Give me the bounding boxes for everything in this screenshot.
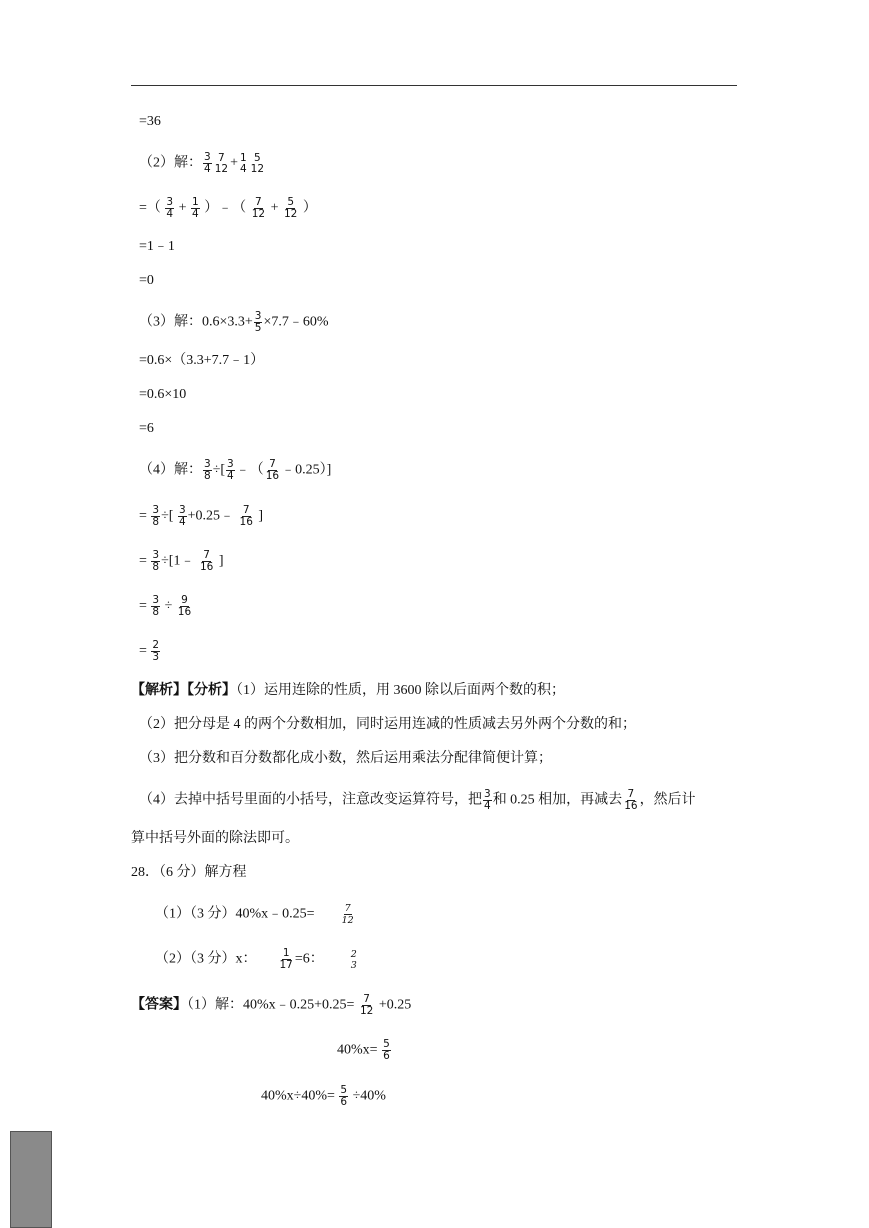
fraction-3-5: $\frac{3}{5}$ — [254, 310, 262, 334]
analysis-text: （3）把分数和百分数都化成小数，然后运用乘法分配律简便计算； — [139, 751, 552, 766]
fraction-3-4: $\frac{3}{4}$ — [166, 196, 174, 220]
problem-label: （4）解： — [139, 462, 202, 478]
answer-text: 40%x÷40%= — [261, 1088, 335, 1104]
step-text: ﹣（ — [235, 462, 264, 478]
step-text: ）﹣（ — [204, 200, 247, 216]
question-28-part-1 — [155, 903, 356, 926]
fraction-3-4: $\frac{3}{4}$ — [484, 788, 491, 812]
problem-2-line — [139, 152, 266, 175]
step-line — [139, 550, 224, 573]
analysis-heading: 【解析】【分析】 — [131, 683, 236, 698]
fraction-7-16: $\frac{7}{16}$ — [239, 504, 253, 528]
question-text: =6： — [294, 951, 324, 967]
step-text: = — [139, 598, 147, 614]
analysis-text: 和 0.25 相加，再减去 — [492, 792, 623, 808]
step-line — [139, 197, 317, 220]
question-28-part-2 — [155, 948, 359, 971]
step-text: = — [139, 553, 147, 569]
answer-line-3 — [261, 1085, 386, 1108]
plus-sign: + — [270, 200, 279, 216]
plus-sign: + — [178, 200, 187, 216]
analysis-line-1 — [131, 681, 565, 701]
step-text: = — [139, 643, 147, 659]
step-text: =36 — [139, 114, 161, 129]
fraction-2-3: $\frac{2}{3}$ — [152, 639, 160, 663]
step-text: =0.6×10 — [139, 387, 187, 402]
step-line — [139, 505, 263, 528]
fraction-7-16: $\frac{7}{16}$ — [265, 458, 280, 482]
plus-sign: + — [230, 155, 238, 171]
step-line — [139, 385, 186, 405]
fraction-5-6: $\frac{5}{6}$ — [340, 1084, 348, 1108]
fraction-1-4: 1 4 — [239, 151, 247, 175]
step-text: ÷[ — [212, 462, 226, 478]
step-text: =1﹣1 — [139, 239, 175, 254]
analysis-text: ，然后计 — [639, 792, 696, 808]
answer-text: （1）解：40%x﹣0.25+0.25= — [187, 997, 355, 1013]
page-side-tab — [10, 1131, 52, 1228]
step-text: ×7.7﹣60% — [263, 314, 329, 330]
analysis-text: （2）把分母是 4 的两个分数相加，同时运用连减的性质减去另外两个分数的和； — [139, 717, 636, 732]
step-text: = — [139, 508, 147, 524]
step-text: ÷[ — [161, 508, 174, 524]
fraction-5-6: $\frac{5}{6}$ — [383, 1038, 390, 1062]
fraction-3-4: $\frac{3}{4}$ — [227, 458, 234, 482]
answer-text: ÷40% — [352, 1088, 386, 1104]
fraction-1-17: $\frac{1}{17}$ — [279, 947, 293, 971]
step-line — [139, 419, 154, 439]
step-text: =6 — [139, 421, 154, 436]
answer-text: 40%x= — [337, 1042, 378, 1058]
fraction-3-8: $\frac{3}{8}$ — [152, 594, 160, 618]
step-text: +0.25﹣ — [187, 508, 235, 524]
fraction-3-8: $\frac{3}{8}$ — [152, 504, 160, 528]
step-text: ] — [218, 553, 224, 569]
analysis-text: （4）去掉中括号里面的小括号，注意改变运算符号，把 — [139, 792, 482, 808]
answer-heading: 【答案】 — [131, 997, 187, 1013]
step-text: ÷ — [164, 598, 173, 614]
step-text: ） — [302, 200, 317, 216]
problem-label: （2）解： — [139, 155, 202, 171]
question-text: （2）（3 分）x： — [155, 951, 257, 967]
step-text: =0.6×（3.3+7.7﹣1） — [139, 353, 265, 368]
fraction-7-12: $\frac{7}{12}$ — [341, 903, 354, 926]
fraction-1-4: $\frac{1}{4}$ — [192, 196, 199, 220]
question-28-title — [131, 863, 247, 883]
answer-text: +0.25 — [378, 997, 412, 1013]
analysis-line-2 — [139, 715, 636, 735]
fraction-7-16: $\frac{7}{16}$ — [199, 549, 214, 573]
step-line — [139, 271, 154, 291]
fraction-7-12: 7 12 — [214, 151, 229, 175]
step-line — [139, 640, 161, 663]
question-title: 28．（6 分）解方程 — [131, 865, 247, 880]
problem-4-line — [139, 459, 331, 482]
question-text: （1）（3 分）40%x﹣0.25= — [155, 906, 315, 922]
fraction-3-8: $\frac{3}{8}$ — [204, 458, 211, 482]
analysis-line-5 — [131, 829, 299, 849]
step-line — [139, 595, 193, 618]
fraction-3-8: $\frac{3}{8}$ — [152, 549, 160, 573]
fraction-3-4: $\frac{3}{4}$ — [204, 151, 211, 175]
answer-line-2 — [337, 1039, 392, 1062]
answer-line-1 — [131, 994, 411, 1017]
header-rule — [131, 85, 737, 86]
step-line — [139, 237, 175, 257]
step-line — [139, 351, 264, 371]
fraction-7-12: $\frac{7}{12}$ — [251, 196, 266, 220]
step-text: =（ — [139, 200, 161, 216]
fraction-5-12: $\frac{5}{12}$ — [283, 196, 298, 220]
problem-label: （3）解：0.6×3.3+ — [139, 314, 253, 330]
step-text: ﹣0.25）] — [281, 462, 332, 478]
step-text: =0 — [139, 273, 154, 288]
problem-3-line — [139, 311, 329, 334]
analysis-text: 算中括号外面的除法即可。 — [131, 831, 299, 846]
fraction-7-12: $\frac{7}{12}$ — [359, 993, 374, 1017]
fraction-5-12: 5 12 — [250, 151, 265, 175]
step-text: ÷[1﹣ — [161, 553, 195, 569]
step-text: ] — [258, 508, 264, 524]
analysis-text: （1）运用连除的性质，用 3600 除以后面两个数的积； — [236, 683, 565, 698]
fraction-3-4: $\frac{3}{4}$ — [178, 504, 186, 528]
fraction-9-16: $\frac{9}{16}$ — [177, 594, 192, 618]
analysis-line-4 — [139, 789, 696, 812]
analysis-line-3 — [139, 749, 552, 769]
step-line — [139, 112, 161, 132]
fraction-2-3: 2 3 — [350, 948, 357, 971]
fraction-7-16: $\frac{7}{16}$ — [624, 788, 638, 812]
